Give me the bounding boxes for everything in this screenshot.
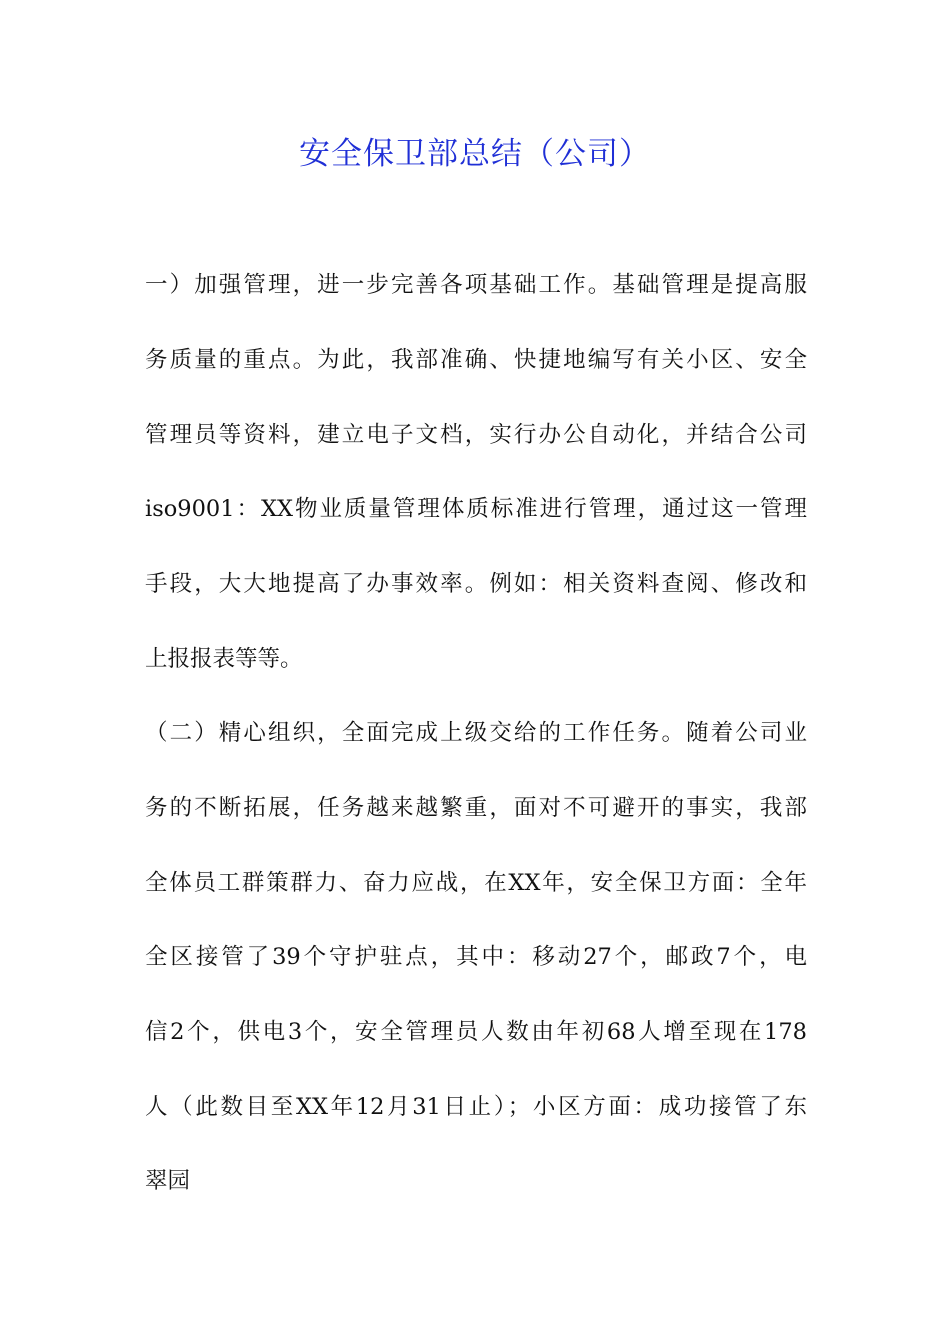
body-line: 全体员工群策群力、奋力应战，在XX年，安全保卫方面：全年 [145, 870, 807, 896]
body-line: 全区接管了39个守护驻点，其中：移动27个，邮政7个，电 [145, 944, 807, 970]
body-line: 手段，大大地提高了办事效率。例如：相关资料查阅、修改和 [145, 571, 807, 597]
body-line: 上报报表等等。 [145, 646, 303, 672]
body-line: iso9001：XX物业质量管理体质标准进行管理，通过这一管理 [145, 496, 807, 522]
body-line: 务的不断拓展，任务越来越繁重，面对不可避开的事实，我部 [145, 795, 807, 821]
body-line: （二）精心组织，全面完成上级交给的工作任务。随着公司业 [145, 720, 807, 746]
body-line: 翠园 [145, 1168, 191, 1194]
body-line: 人（此数目至XX年12月31日止）；小区方面：成功接管了东 [145, 1094, 807, 1120]
body-line: 信2个，供电3个，安全管理员人数由年初68人增至现在178 [145, 1019, 807, 1045]
body-line: 一）加强管理，进一步完善各项基础工作。基础管理是提高服 [145, 272, 807, 298]
body-line: 管理员等资料，建立电子文档，实行办公自动化，并结合公司 [145, 422, 807, 448]
document-title: 安全保卫部总结（公司） [299, 136, 651, 172]
body-line: 务质量的重点。为此，我部准确、快捷地编写有关小区、安全 [145, 347, 807, 373]
